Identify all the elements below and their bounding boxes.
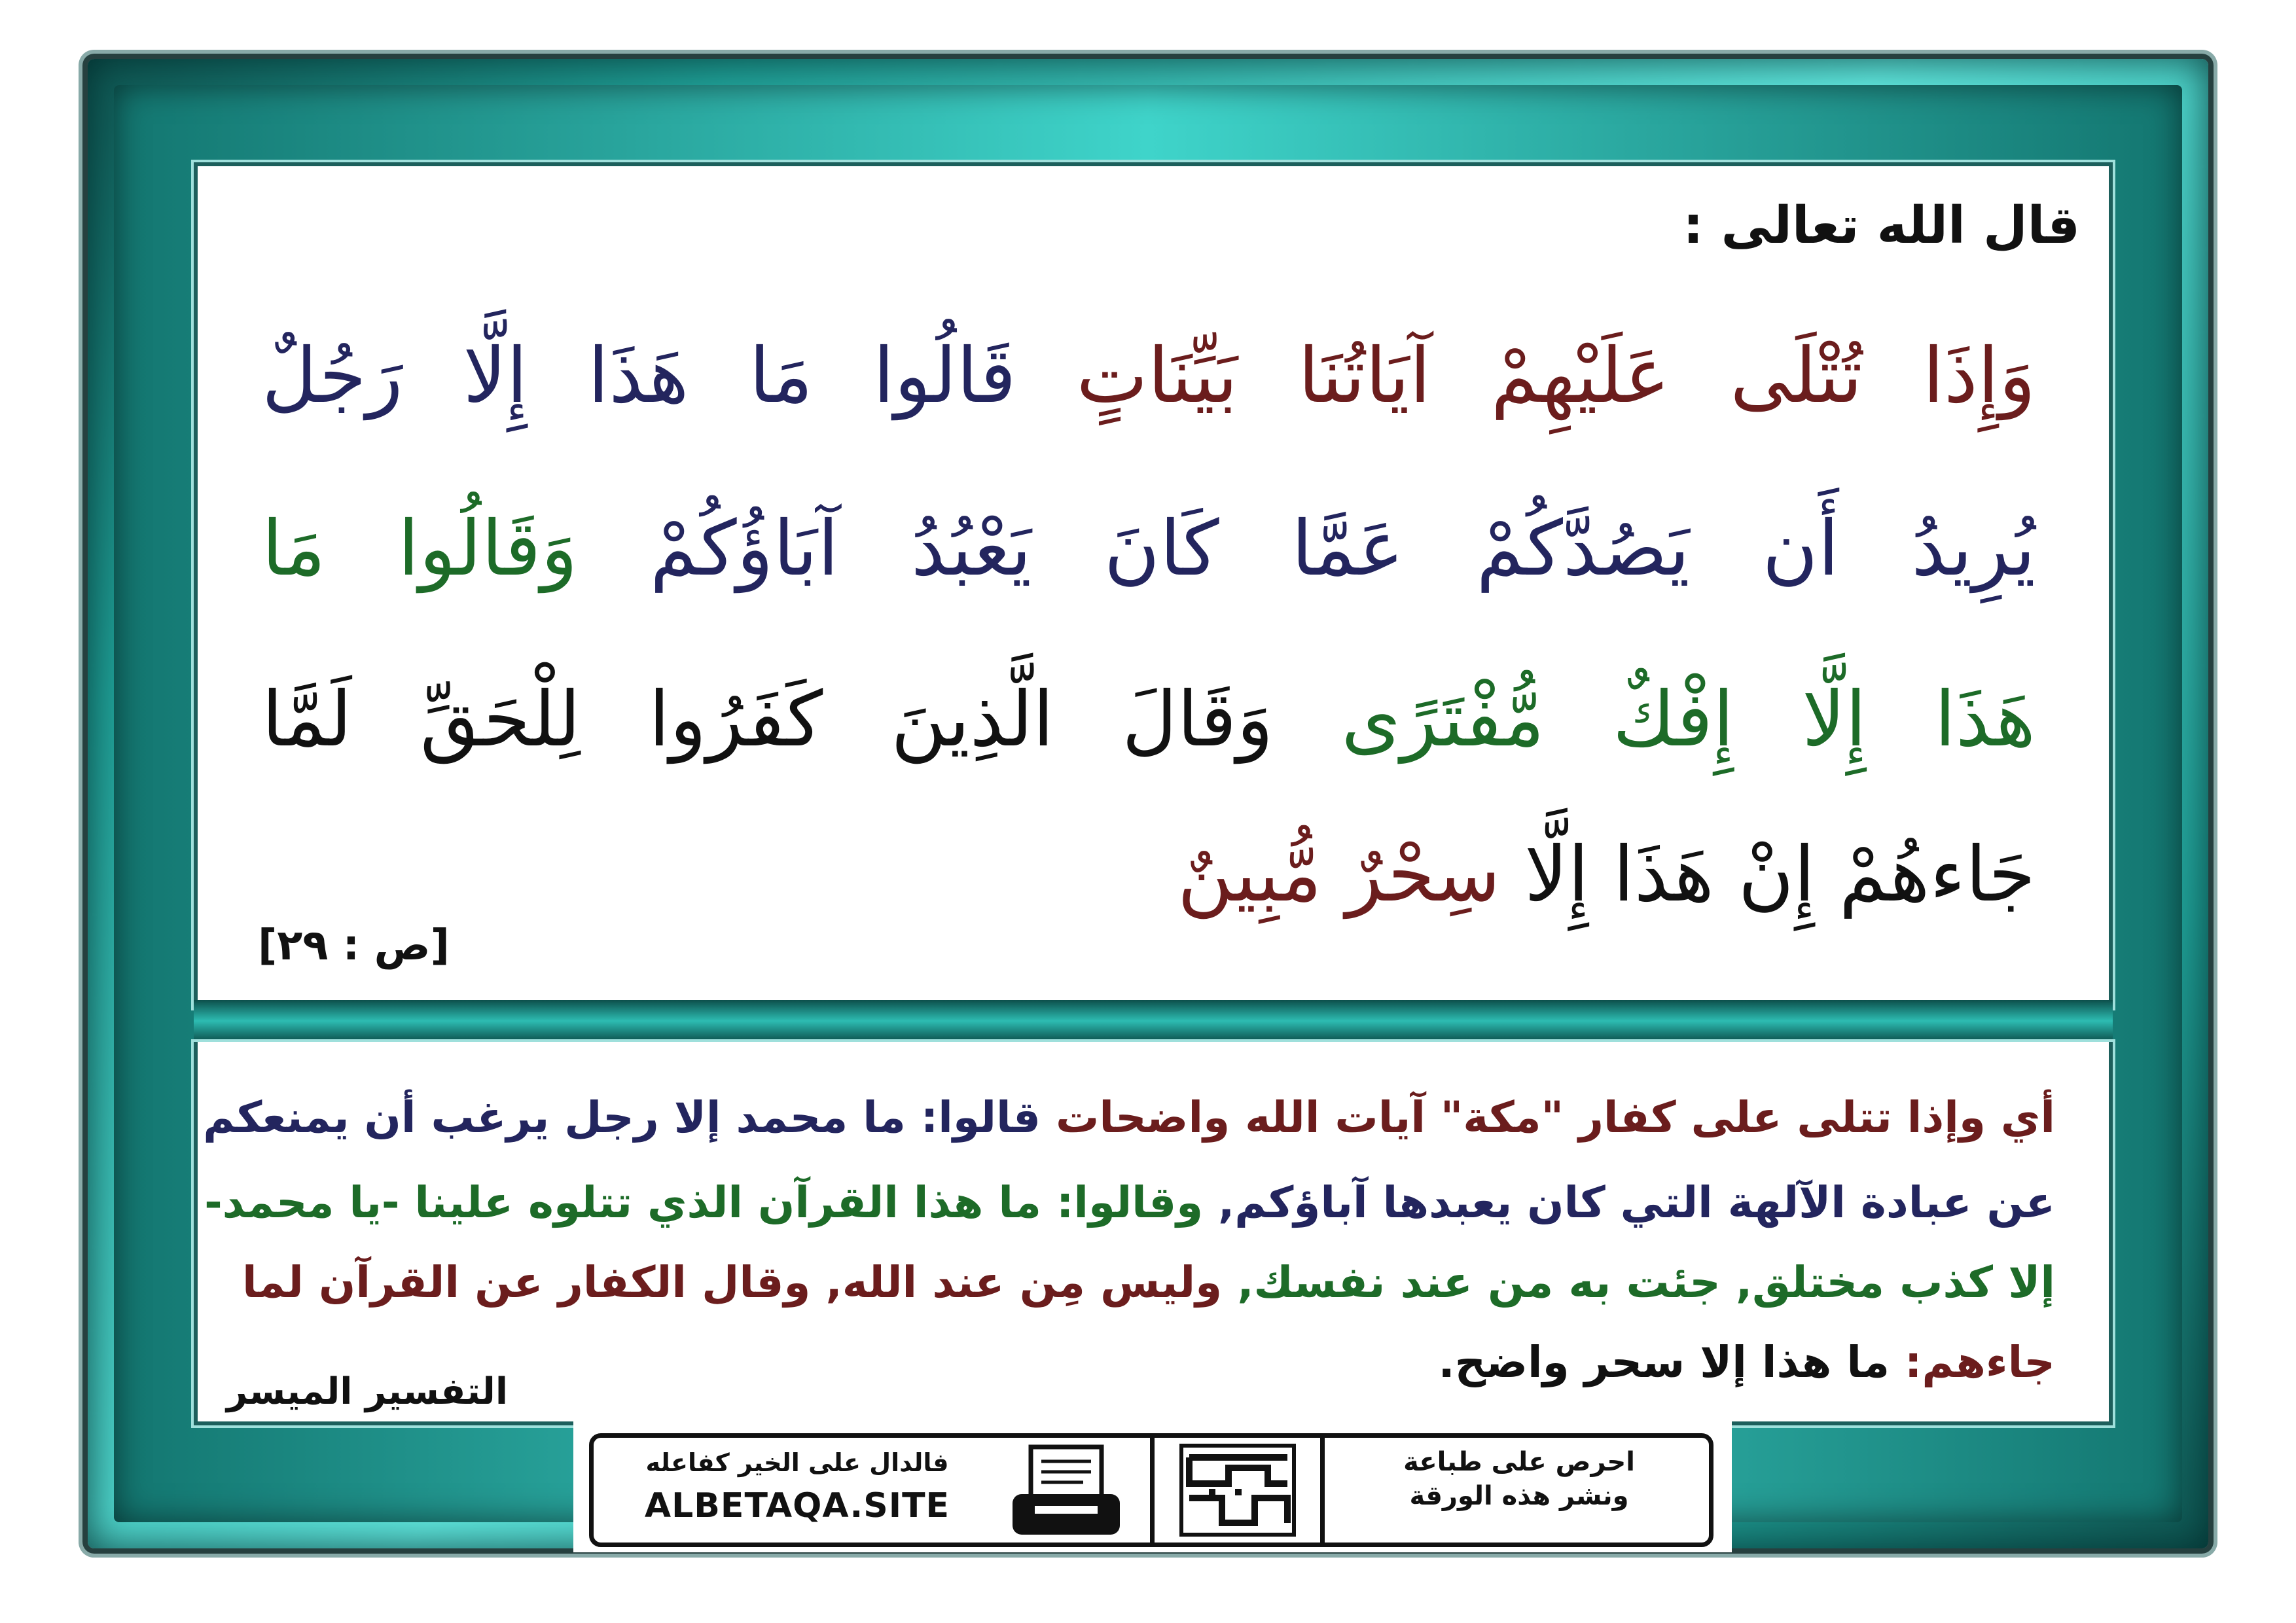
verse-line-2	[262, 500, 2036, 598]
tafsir-line-2	[204, 1171, 2055, 1234]
footer-note-line-1: احرص على طباعة	[1403, 1447, 1635, 1477]
tafsir-segment: أي وإذا تتلى على كفار "مكة" آيات الله واضحات	[1041, 1092, 2055, 1143]
footer-site-block	[594, 1438, 1001, 1543]
verse-line-4	[262, 826, 2036, 924]
tafsir-line-3	[242, 1251, 2055, 1314]
tafsir-source: التفسير الميسر	[226, 1370, 509, 1413]
tafsir-line-4	[242, 1331, 2055, 1394]
footer-tagline: فالدال على الخير كفاعله	[645, 1448, 949, 1477]
footer-note-line-2: ونشر هذه الورقة	[1409, 1481, 1629, 1511]
verse-segment: وَقَالُوا مَا	[262, 505, 578, 593]
verse-segment: وَقَالَ الَّذِينَ كَفَرُوا لِلْحَقِّ لَمَّا	[262, 675, 1274, 764]
verse-segment: وَإِذَا تُتْلَى عَلَيْهِمْ آيَاتُنَا بَيِّنَاتٍ	[1016, 332, 2036, 420]
tafsir-segment: وليس مِن عند الله, وقال الكفار عن القرآن لما	[242, 1257, 1223, 1308]
verse-reference: [ص : ٢٩]	[258, 921, 450, 970]
verse-line-3	[262, 671, 2036, 769]
tafsir-line-1	[203, 1086, 2055, 1149]
tafsir-segment: عن عبادة الآلهة التي كان يعبدها آباؤكم,	[1203, 1177, 2055, 1228]
intro-heading: قال الله تعالى :	[1683, 196, 2080, 255]
site-link[interactable]: ALBETAQA.SITE	[644, 1486, 950, 1525]
tafsir-segment: جاءهم:	[1890, 1337, 2055, 1387]
verse-segment: جَاءهُمْ إِنْ هَذَا إِلَّا	[1500, 830, 2036, 919]
tafsir-segment: وقالوا: ما هذا القرآن الذي تتلوه علينا -يا محمد-	[204, 1177, 1204, 1228]
footer-banner	[589, 1433, 1713, 1547]
printer-icon	[1001, 1438, 1132, 1543]
verse-segment: يُرِيدُ أَن يَصُدَّكُمْ عَمَّا كَانَ يَعْبُدُ آبَاؤُكُمْ	[577, 505, 2036, 593]
tafsir-segment: ما هذا إلا سحر واضح.	[1438, 1337, 1890, 1387]
verse-segment: هَذَا إِلَّا إِفْكٌ مُّفْتَرًى	[1273, 675, 2036, 764]
logo-image	[1170, 1438, 1307, 1543]
verse-segment: قَالُوا مَا هَذَا إِلَّا رَجُلٌ	[262, 332, 1016, 420]
verse-line-1	[262, 327, 2036, 425]
verse-segment: سِحْرٌ مُّبِينٌ	[1177, 830, 1501, 919]
tafsir-segment: إلا كذب مختلق, جئت به من عند نفسك,	[1222, 1257, 2056, 1308]
footer-note	[1329, 1438, 1709, 1543]
tafsir-segment: قالوا: ما محمد إلا رجل يرغب أن يمنعكم	[203, 1092, 1041, 1143]
divider-bar	[194, 1000, 2113, 1042]
